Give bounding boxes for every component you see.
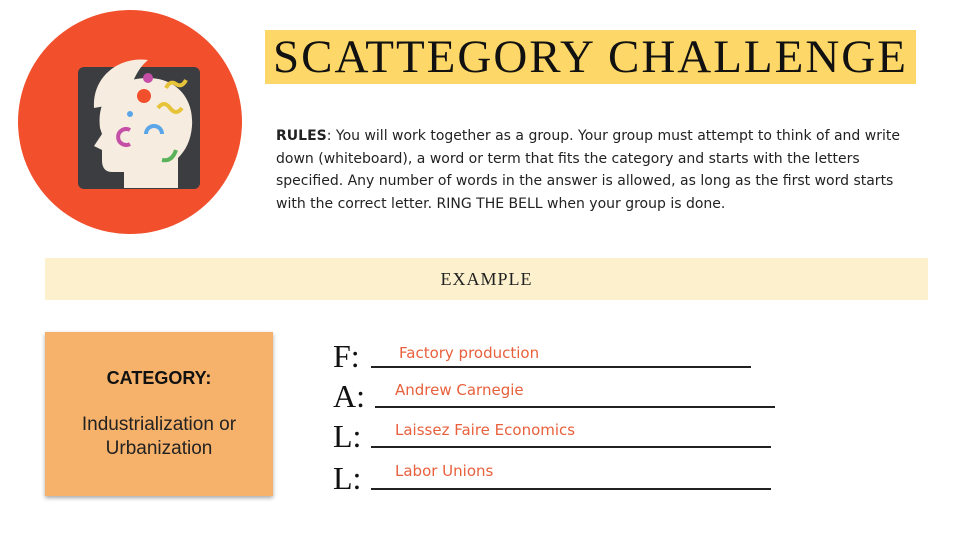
answer-row [333,378,803,418]
category-label: CATEGORY: [106,367,212,388]
category-value: Industrialization or Urbanization [81,413,237,459]
category-card [45,332,273,496]
answer-letter: L: [333,460,362,496]
answer-word: Laissez Faire Economics [395,421,576,439]
answer-blank [371,488,771,490]
answer-letter: L: [333,418,362,454]
rules-text: : You will work together as a group. Your group must attempt to think of and write down (whiteboard), a word or term that fits the category and starts with the letters specified. Any number of words in the answer is allowed, as long as the first word starts with the correct letter. RING THE BELL when your group is done. [276,128,900,212]
answer-row [333,460,803,500]
answer-row [333,338,803,378]
answer-word: Labor Unions [395,462,494,480]
page-title: SCATTEGORY CHALLENGE [273,30,908,83]
example-label: EXAMPLE [440,268,533,289]
head-with-ideas-icon [18,10,242,234]
answer-word: Andrew Carnegie [395,381,524,399]
answer-letter: F: [333,338,360,374]
answer-blank [371,446,771,448]
example-band [45,258,928,300]
answer-word: Factory production [399,344,540,362]
rules-label: RULES [276,128,327,144]
answer-row [333,418,803,458]
title-band [265,30,916,84]
answer-letter: A: [333,378,365,414]
logo [18,10,242,234]
answer-blank [371,366,751,368]
rules-paragraph [276,125,906,215]
answer-blank [375,406,775,408]
